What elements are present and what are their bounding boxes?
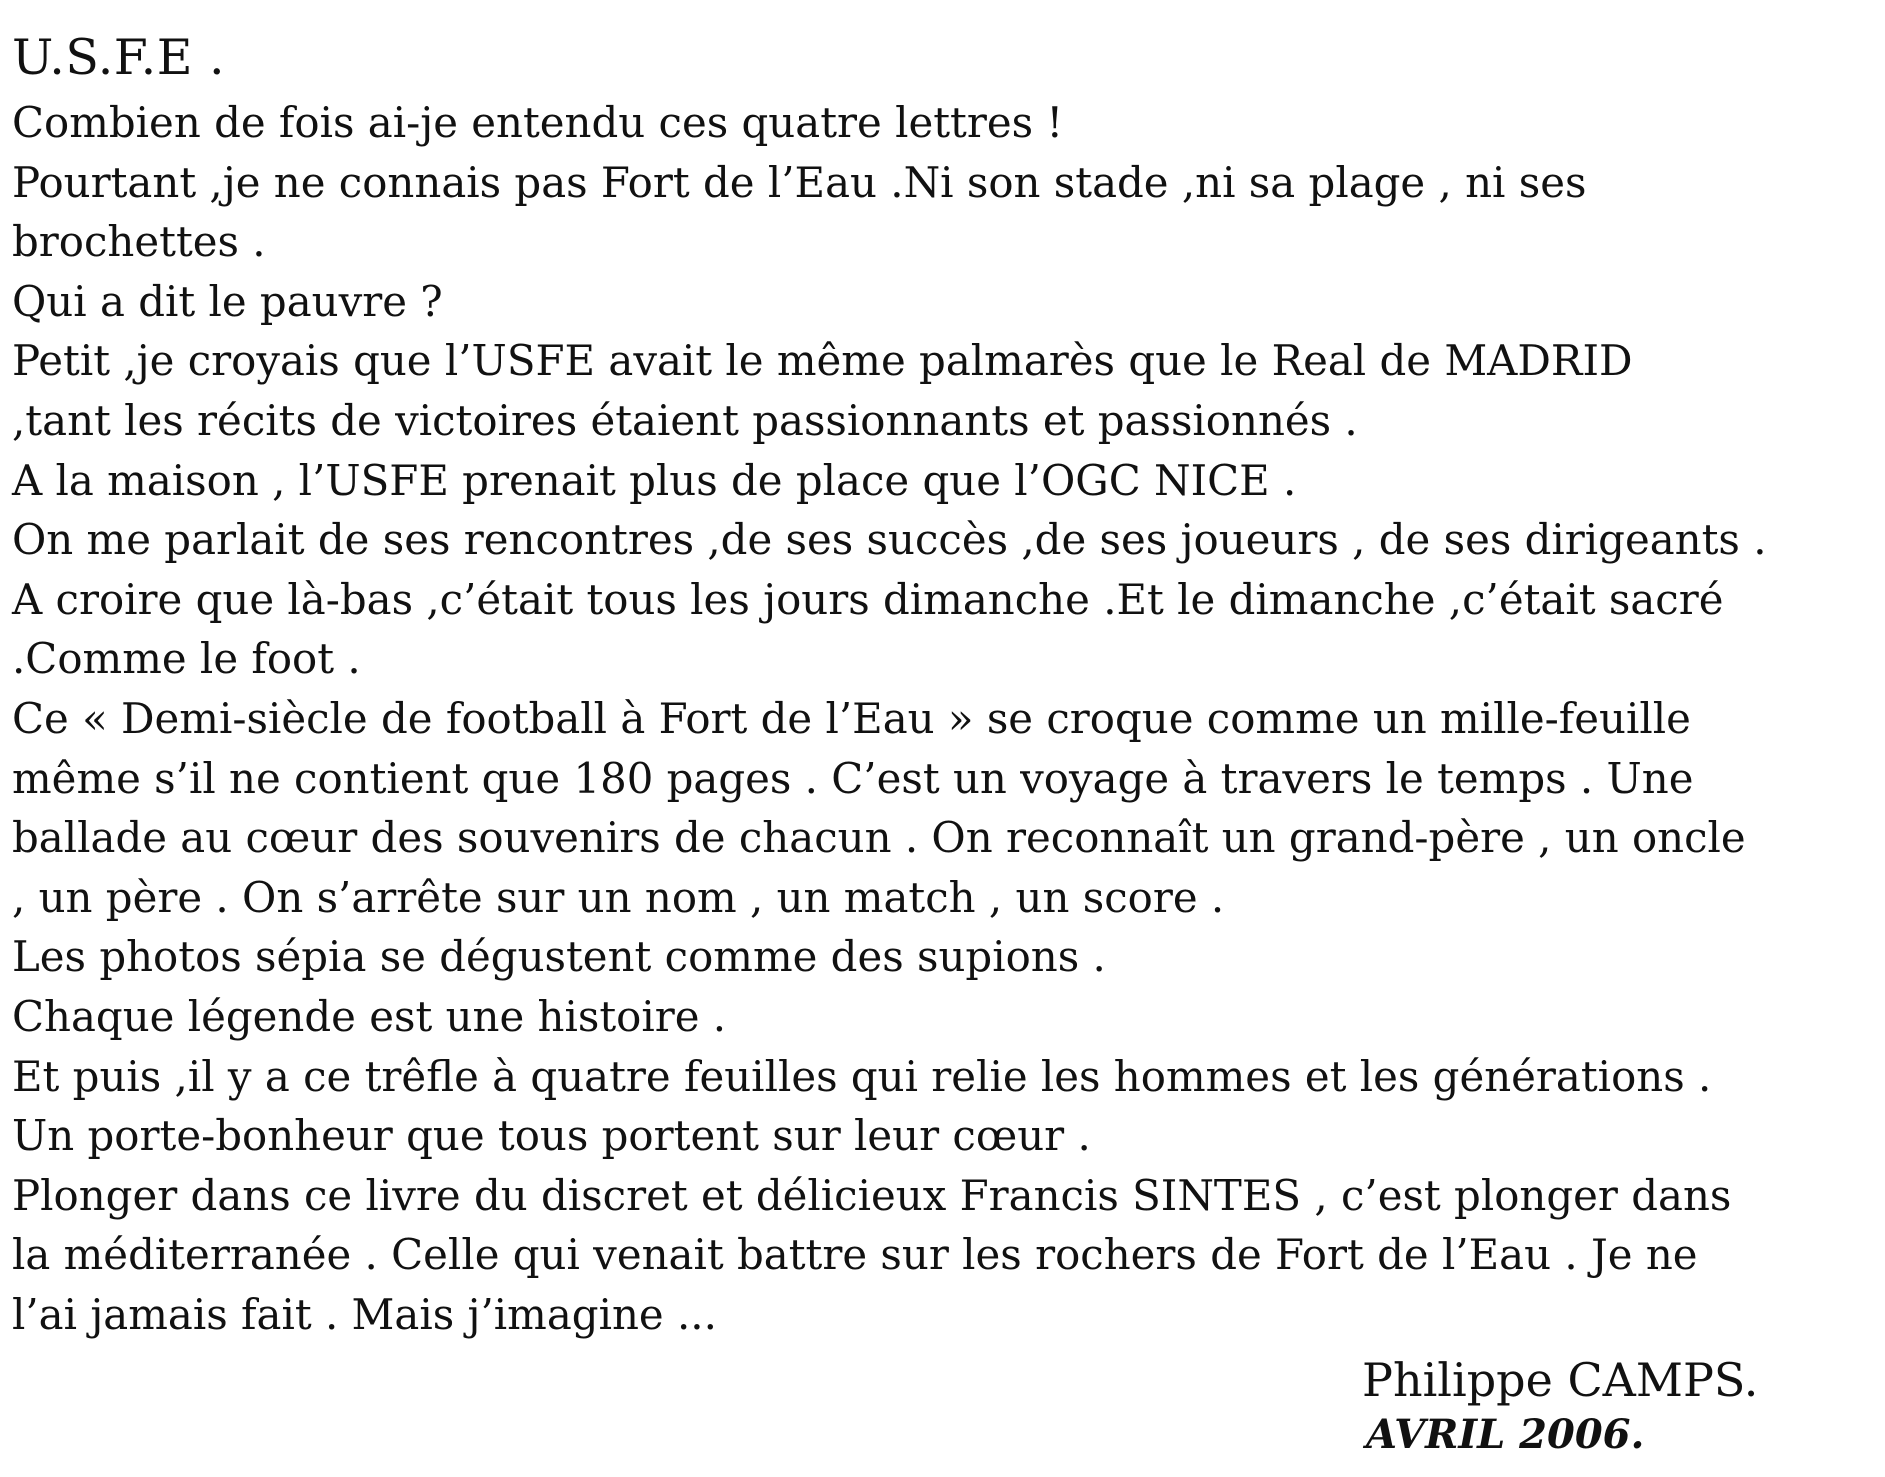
text-line: Petit ,je croyais que l’USFE avait le même palmarès que le Real de MADRID (12, 336, 1633, 386)
text-line: Plonger dans ce livre du discret et délicieux Francis SINTES , c’est plonger dans (12, 1170, 1732, 1220)
text-line: Combien de fois ai-je entendu ces quatre lettres ! (12, 98, 1064, 147)
text-line: ,tant les récits de victoires étaient passionnants et passionnés . (12, 395, 1358, 445)
text-line: la méditerranée . Celle qui venait battre sur les rochers de Fort de l’Eau . Je ne (12, 1230, 1698, 1280)
text-line: même s’il ne contient que 180 pages . C’est un voyage à travers le temps . Une (12, 753, 1694, 803)
document-date: AVRIL 2006. (1366, 1411, 1645, 1458)
text-line: Et puis ,il y a ce trêfle à quatre feuilles qui relie les hommes et les générations . (12, 1051, 1712, 1101)
text-line: brochettes . (12, 217, 266, 267)
text-line: Qui a dit le pauvre ? (12, 276, 443, 326)
text-line: A croire que là-bas ,c’était tous les jours dimanche .Et le dimanche ,c’était sacré (12, 574, 1724, 624)
text-line: Un porte-bonheur que tous portent sur leur cœur . (12, 1111, 1091, 1161)
text-line: Les photos sépia se dégustent comme des supions . (12, 932, 1106, 982)
author-signature: Philippe CAMPS. (1362, 1353, 1759, 1407)
text-line: Ce « Demi-siècle de football à Fort de l’Eau » se croque comme un mille-feuille (12, 693, 1691, 743)
body-text (12, 93, 1882, 1344)
text-line: On me parlait de ses rencontres ,de ses succès ,de ses joueurs , de ses dirigeants . (12, 515, 1767, 565)
text-line: Chaque légende est une histoire . (12, 991, 727, 1041)
text-line: l’ai jamais fait . Mais j’imagine ... (12, 1289, 717, 1339)
text-line: , un père . On s’arrête sur un nom , un match , un score . (12, 872, 1225, 922)
text-line: Pourtant ,je ne connais pas Fort de l’Eau .Ni son stade ,ni sa plage , ni ses (12, 157, 1587, 207)
text-line: A la maison , l’USFE prenait plus de place que l’OGC NICE . (12, 455, 1297, 505)
text-line: ballade au cœur des souvenirs de chacun . On reconnaît un grand-père , un oncle (12, 813, 1746, 863)
text-line: .Comme le foot . (12, 634, 361, 684)
document-title: U.S.F.E . (12, 29, 226, 86)
